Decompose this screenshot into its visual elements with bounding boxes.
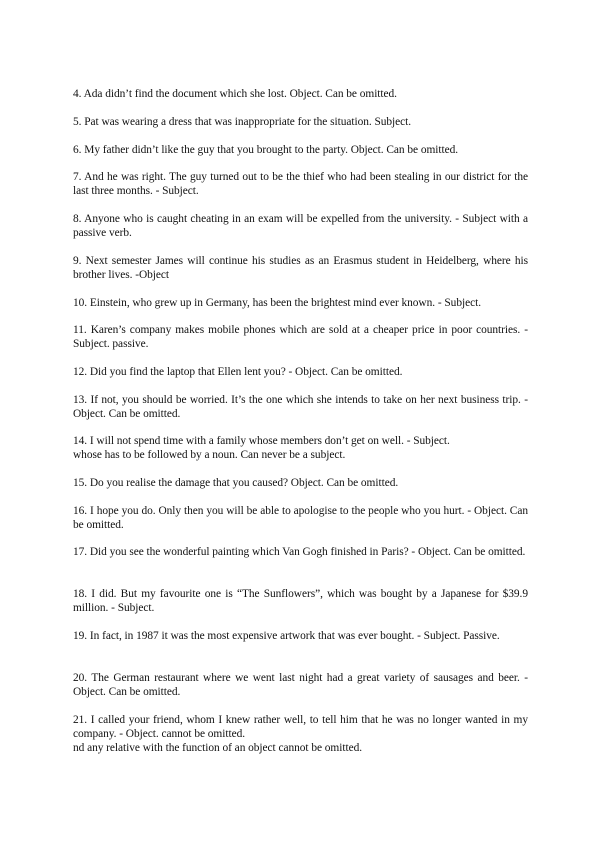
sentence-7: 7. And he was right. The guy turned out to be the thief who had been stealing in our district for the last three months. - Subject. [73, 171, 528, 197]
sentence-5: 5. Pat was wearing a dress that was inappropriate for the situation. Subject. [73, 116, 412, 128]
sentence-13: 13. If not, you should be worried. It’s the one which she intends to take on her next business trip. - Object. Can be omitted. [73, 394, 528, 420]
sentence-8: 8. Anyone who is caught cheating in an exam will be expelled from the university. - Subject with a passive verb. [73, 213, 528, 239]
sentence-6: 6. My father didn’t like the guy that you brought to the party. Object. Can be omitted. [73, 144, 459, 156]
sentence-11: 11. Karen’s company makes mobile phones which are sold at a cheaper price in poor countries. - Subject. passive. [73, 324, 528, 350]
sentence-14-text: 14. I will not spend time with a family whose members don’t get on well. - Subject. [73, 435, 450, 447]
sentence-21-text: 21. I called your friend, whom I knew rather well, to tell him that he was no longer wanted in my company. - Object. cannot be omitted. [73, 714, 528, 740]
sentence-14 [73, 434, 528, 462]
sentence-10: 10. Einstein, who grew up in Germany, has been the brightest mind ever known. - Subject. [73, 297, 481, 309]
sentence-21 [73, 713, 528, 755]
sentence-12: 12. Did you find the laptop that Ellen lent you? - Object. Can be omitted. [73, 366, 403, 378]
sentence-19: 19. In fact, in 1987 it was the most expensive artwork that was ever bought. - Subject. Passive. [73, 630, 500, 642]
sentence-16: 16. I hope you do. Only then you will be able to apologise to the people who you hurt. - Object. Can be omitted. [73, 505, 528, 531]
sentence-4: 4. Ada didn’t find the document which she lost. Object. Can be omitted. [73, 88, 397, 100]
sentence-15: 15. Do you realise the damage that you caused? Object. Can be omitted. [73, 477, 399, 489]
sentence-20: 20. The German restaurant where we went last night had a great variety of sausages and beer. - Object. Can be omitted. [73, 672, 528, 698]
sentence-21-note: nd any relative with the function of an object cannot be omitted. [73, 742, 363, 754]
sentence-9: 9. Next semester James will continue his studies as an Erasmus student in Heidelberg, where his brother lives. -Object [73, 255, 528, 281]
sentence-17: 17. Did you see the wonderful painting which Van Gogh finished in Paris? - Object. Can be omitted. [73, 546, 526, 558]
sentence-18: 18. I did. But my favourite one is “The Sunflowers”, which was bought by a Japanese for $39.9 million. - Subject. [73, 588, 528, 614]
sentence-14-note: whose has to be followed by a noun. Can never be a subject. [73, 449, 346, 461]
